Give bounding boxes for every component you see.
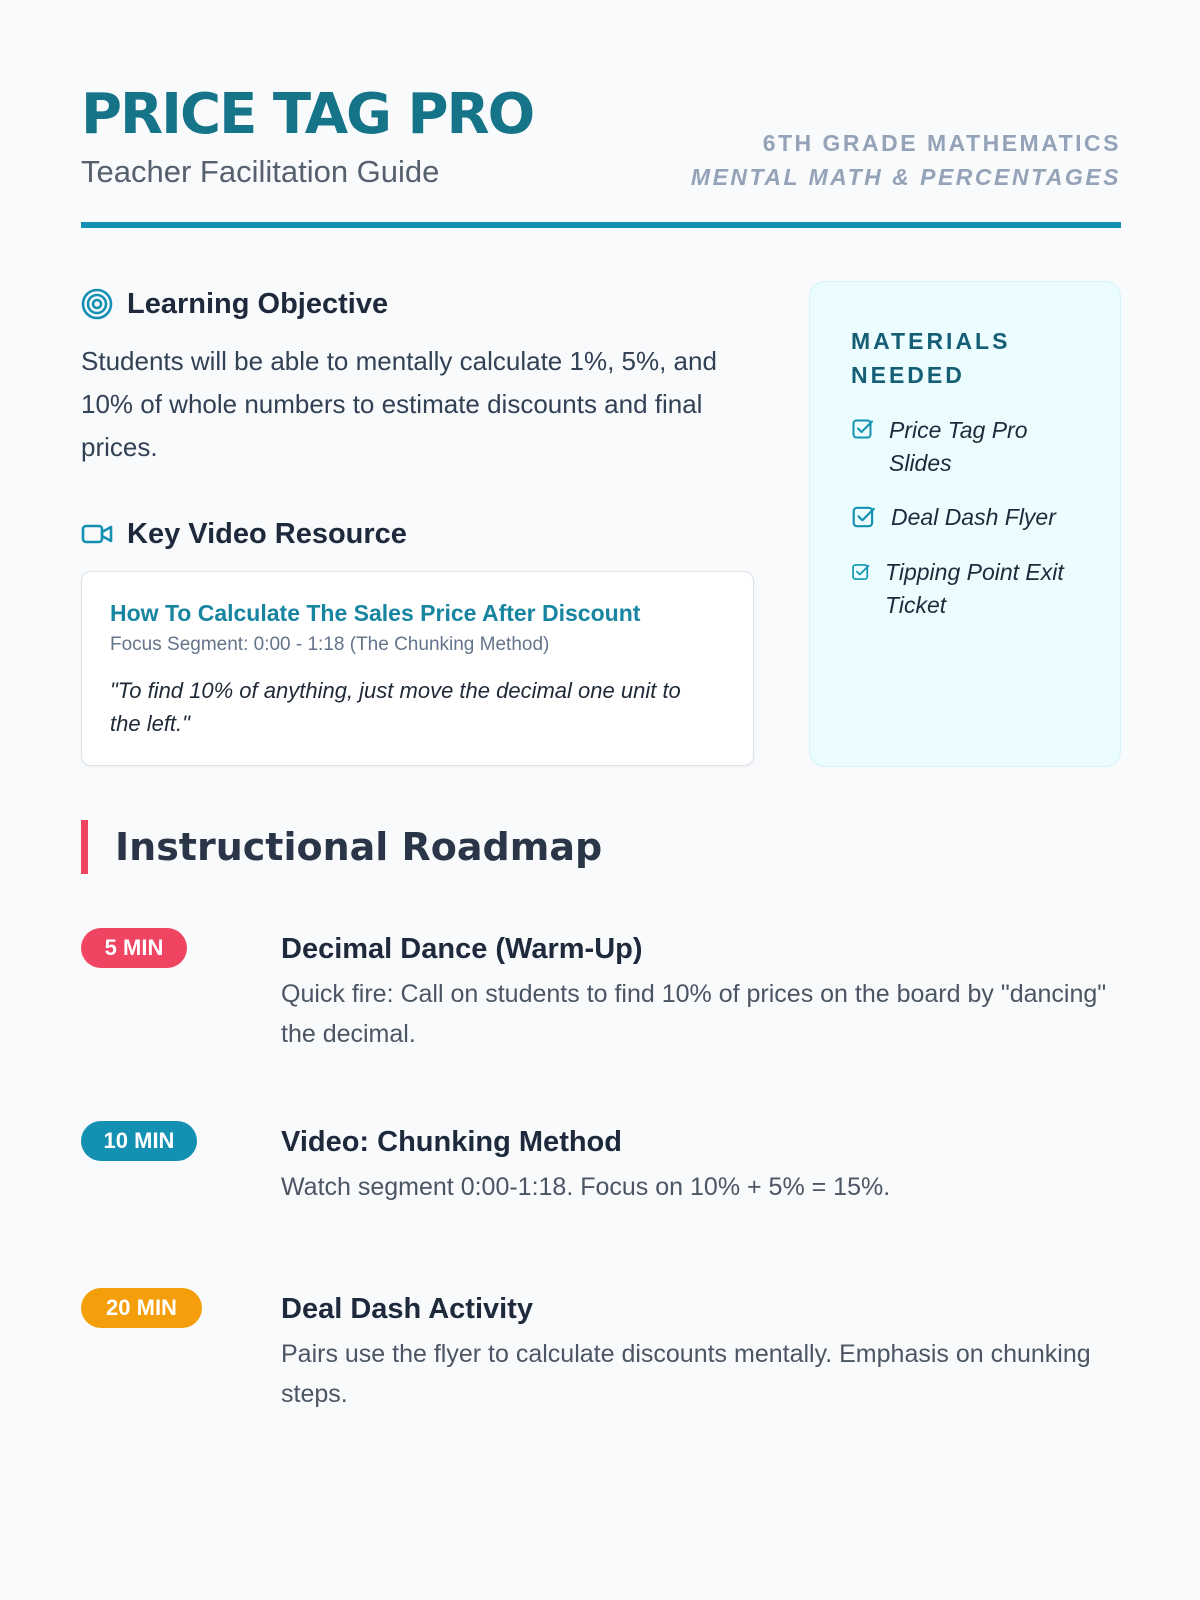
material-item <box>851 556 1091 622</box>
video-card <box>81 571 754 766</box>
objective-heading-label: Learning Objective <box>127 287 389 320</box>
material-item <box>851 414 1081 480</box>
materials-panel <box>809 281 1121 767</box>
roadmap-heading <box>81 820 602 874</box>
header <box>81 80 1121 228</box>
step-title: Decimal Dance (Warm-Up) <box>281 933 643 965</box>
material-label: Price Tag Pro Slides <box>889 417 1028 476</box>
materials-title: MATERIALS NEEDED <box>851 328 1011 388</box>
video-heading-label: Key Video Resource <box>127 517 407 550</box>
checkbox-icon <box>851 417 875 441</box>
step-description: Quick fire: Call on students to find 10% of prices on the board by "dancing" the decimal. <box>281 980 1107 1048</box>
step-description: Pairs use the flyer to calculate discounts mentally. Emphasis on chunking steps. <box>281 1340 1091 1408</box>
time-badge: 10 MIN <box>81 1121 197 1161</box>
page-title: PRICE TAG PRO <box>81 82 534 147</box>
checkbox-icon <box>851 562 871 582</box>
objective-text: Students will be able to mentally calculate 1%, 5%, and 10% of whole numbers to estimate discounts and final prices. <box>81 346 717 462</box>
video-heading <box>81 514 407 554</box>
video-quote: "To find 10% of anything, just move the decimal one unit to the left." <box>110 678 681 736</box>
grade-label: 6TH GRADE MATHEMATICS <box>762 130 1121 156</box>
target-icon <box>81 288 113 320</box>
page-subtitle: Teacher Facilitation Guide <box>81 154 440 189</box>
material-label: Deal Dash Flyer <box>891 504 1056 530</box>
checkbox-icon <box>851 504 877 530</box>
roadmap-heading-label: Instructional Roadmap <box>115 825 603 869</box>
material-label: Tipping Point Exit Ticket <box>885 559 1064 618</box>
time-badge: 20 MIN <box>81 1288 202 1328</box>
step-title: Video: Chunking Method <box>281 1126 622 1158</box>
video-segment: Focus Segment: 0:00 - 1:18 (The Chunking Method) <box>110 634 550 655</box>
time-badge: 5 MIN <box>81 928 187 968</box>
step-title: Deal Dash Activity <box>281 1293 533 1325</box>
material-item <box>851 501 1091 534</box>
objective-heading <box>81 284 388 324</box>
topic-label: MENTAL MATH & PERCENTAGES <box>690 164 1121 190</box>
video-camera-icon <box>81 518 113 550</box>
step-description: Watch segment 0:00-1:18. Focus on 10% + 5% = 15%. <box>281 1173 891 1201</box>
video-link[interactable]: How To Calculate The Sales Price After Discount <box>110 600 641 626</box>
